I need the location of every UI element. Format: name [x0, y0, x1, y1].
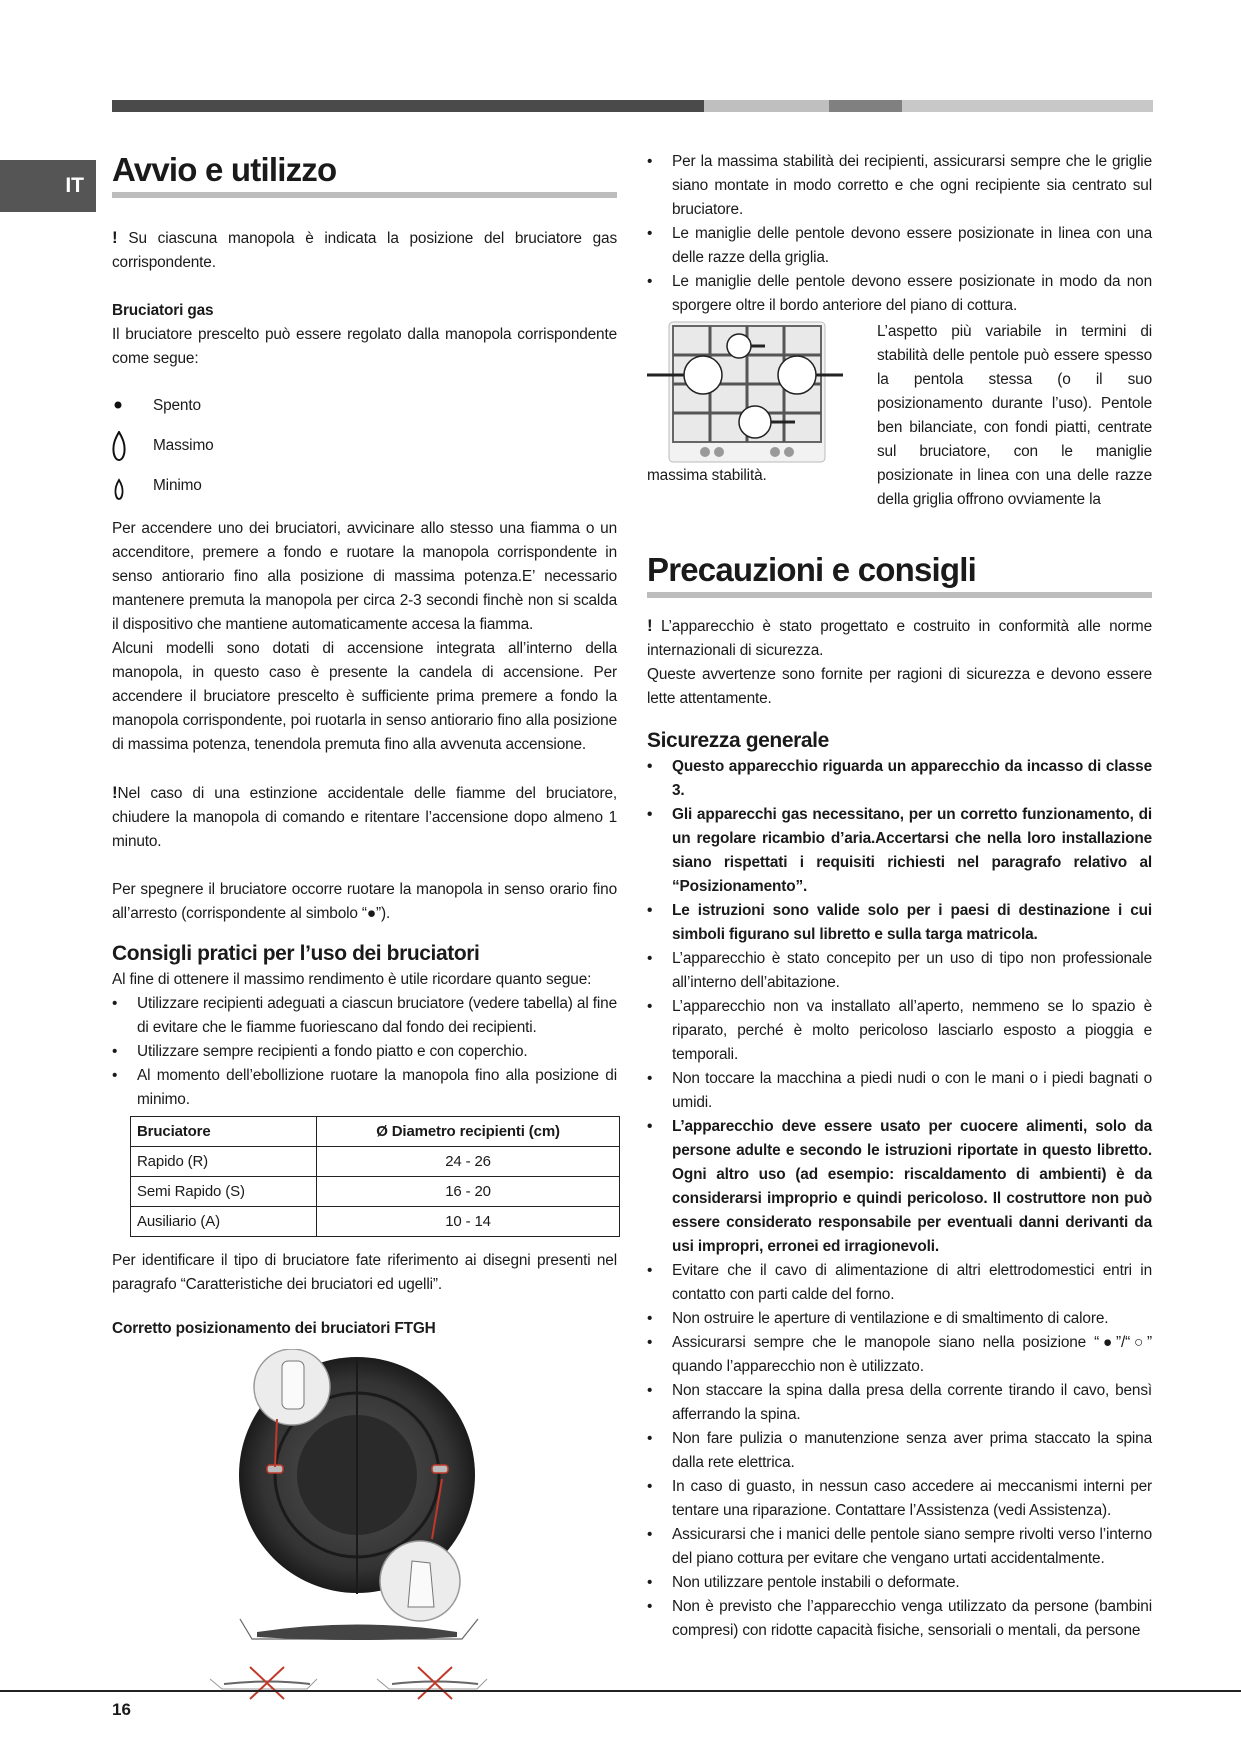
table-cell: 24 - 26: [317, 1147, 620, 1177]
large-flame-icon: [112, 431, 126, 461]
section-title-avvio: Avvio e utilizzo: [112, 150, 617, 192]
list-item: • Assicurarsi sempre che le manopole siano nella posizione “●”/“○” quando l’apparecchio non è utilizzato.: [647, 1334, 1152, 1375]
ignite-paragraph-2: Alcuni modelli sono dotati di accensione integrata all’interno della manopola, in questo caso è presente la candela di accensione. Per accendere il bruciatore prescelto è sufficiente prima premere a fondo la manopola corrispondente, poi ruotarla in senso antiorario fino alla posizione di massima potenza, tenendola premuta fino alla avvenuta accensione.: [112, 640, 617, 753]
language-tab: [0, 160, 96, 212]
positioning-heading: Corretto posizionamento dei bruciatori FTGH: [112, 1320, 436, 1337]
list-item: • L’apparecchio deve essere usato per cuocere alimenti, solo da persone adulte e secondo le istruzioni riportate in questo libretto. Ogni altro uso (ad esempio: riscaldamento di ambienti) è da considerarsi improprio e quindi pericoloso. Il costruttore non può essere considerato responsabile per eventuali danni derivanti da usi impropri, erronei ed irragionevoli.: [647, 1118, 1152, 1255]
legend-off: Spento: [112, 387, 617, 427]
gas-text: Il bruciatore prescelto può essere regolato dalla manopola corrispondente come segue:: [112, 326, 617, 367]
list-item: • Non utilizzare pentole instabili o deformate.: [647, 1574, 960, 1591]
header-bar-light-end: [902, 100, 1153, 112]
precautions-intro-1: ! L’apparecchio è stato progettato e costruito in conformità alle norme internazionali di sicurezza.: [647, 616, 1152, 659]
intro-paragraph: ! Su ciascuna manopola è indicata la posizione del bruciatore gas corrispondente.: [112, 228, 617, 271]
stability-list: [647, 150, 1152, 318]
header-bar-dark: [112, 100, 704, 112]
right-column: [647, 150, 1152, 1643]
table-row: [131, 1147, 620, 1177]
list-item: • Non toccare la macchina a piedi nudi o con le mani o i piedi bagnati o umidi.: [647, 1070, 1152, 1111]
list-item: • Per la massima stabilità dei recipienti, assicurarsi sempre che le griglie siano montate in modo corretto e che ogni recipiente sia centrato sul bruciatore.: [647, 153, 1152, 218]
precautions-intro-2: Queste avvertenze sono fornite per ragioni di sicurezza e devono essere lette attentamente.: [647, 666, 1152, 707]
header-bar-mid: [829, 100, 902, 112]
small-flame-icon: [112, 471, 126, 501]
hob-illustration: [647, 320, 847, 464]
table-header-row: [131, 1117, 620, 1147]
table-cell: Ausiliario (A): [131, 1207, 317, 1237]
safety-list: [647, 755, 1152, 1643]
list-item: • L’apparecchio è stato concepito per un uso di tipo non professionale all’interno dell’abitazione.: [647, 950, 1152, 991]
tips-intro: Al fine di ottenere il massimo rendimento è utile ricordare quanto segue:: [112, 971, 592, 988]
warning-paragraph: !Nel caso di una estinzione accidentale delle fiamme del bruciatore, chiudere la manopola di comando e ritentare l’accensione dopo almeno 1 minuto.: [112, 783, 617, 850]
list-item: • L’apparecchio non va installato all’aperto, nemmeno se lo spazio è riparato, perché è molto pericoloso lasciarlo esposto a pioggia e temporali.: [647, 998, 1152, 1063]
list-item: • Le maniglie delle pentole devono essere posizionate in modo da non sporgere oltre il bordo anteriore del piano di cottura.: [647, 273, 1152, 314]
footer-rule: [0, 1690, 1241, 1692]
list-item: • Gli apparecchi gas necessitano, per un corretto funzionamento, di un regolare ricambio d’aria.Accertarsi che nella loro installazione siano rispettati i requisiti richiesti nel paragrafo relativo al “Posizionamento”.: [647, 806, 1152, 895]
list-item: • Utilizzare recipienti adeguati a ciascun bruciatore (vedere tabella) al fine di evitare che le fiamme fuoriescano dal fondo dei recipienti.: [112, 995, 617, 1036]
left-column: [112, 150, 617, 1709]
stability-paragraph: L’aspetto più variabile in termini di stabilità delle pentole può essere spesso la pentola stessa (o il suo posizionamento durante l’uso). Pentole ben bilanciate, con fondi piatti, centrate sul bruciatore, con le maniglie posizionate in linea con una delle razze della griglia offrono ovviamente la: [877, 323, 1152, 508]
table-header: Ø Diametro recipienti (cm): [317, 1117, 620, 1147]
stability-end: massima stabilità.: [647, 467, 767, 484]
table-cell: 10 - 14: [317, 1207, 620, 1237]
list-item: • Non staccare la spina dalla presa della corrente tirando il cavo, bensì afferrando la spina.: [647, 1382, 1152, 1423]
list-item: • Non fare pulizia o manutenzione senza aver prima staccato la spina dalla rete elettrica.: [647, 1430, 1152, 1471]
list-item: • Assicurarsi che i manici delle pentole siano sempre rivolti verso l’interno del piano cottura per evitare che vengano urtati accidentalmente.: [647, 1526, 1152, 1567]
header-bar-light: [704, 100, 829, 112]
table-row: [131, 1177, 620, 1207]
tips-list: [112, 992, 617, 1112]
list-item: • Non è previsto che l’apparecchio venga utilizzato da persone (bambini compresi) con ridotte capacità fisiche, sensoriali o mentali, da persone: [647, 1598, 1152, 1639]
safety-heading: Sicurezza generale: [647, 729, 829, 752]
table-cell: Semi Rapido (S): [131, 1177, 317, 1207]
table-header: Bruciatore: [131, 1117, 317, 1147]
tips-heading: Consigli pratici per l’uso dei bruciatori: [112, 942, 480, 965]
legend-min: Minimo: [112, 467, 617, 507]
list-item: • Utilizzare sempre recipienti a fondo piatto e con coperchio.: [112, 1043, 528, 1060]
list-item: • Non ostruire le aperture di ventilazione e di smaltimento di calore.: [647, 1310, 1109, 1327]
table-row: [131, 1207, 620, 1237]
legend-max: Massimo: [112, 427, 617, 467]
switch-off-paragraph: Per spegnere il bruciatore occorre ruotare la manopola in senso orario fino all’arresto (corrispondente al simbolo “●”).: [112, 881, 617, 922]
gas-heading: Bruciatori gas: [112, 302, 214, 319]
list-item: • Le maniglie delle pentole devono essere posizionate in linea con una delle razze della griglia.: [647, 225, 1152, 266]
list-item: • Le istruzioni sono valide solo per i paesi di destinazione i cui simboli figurano sul libretto e sulla targa matricola.: [647, 902, 1152, 943]
list-item: • Al momento dell’ebollizione ruotare la manopola fino alla posizione di minimo.: [112, 1067, 617, 1108]
list-item: • Questo apparecchio riguarda un apparecchio da incasso di classe 3.: [647, 758, 1152, 799]
ignite-paragraph-1: Per accendere uno dei bruciatori, avvicinare allo stesso una fiamma o un accenditore, premere a fondo e ruotare la manopola corrispondente in senso antiorario fino alla posizione di massima potenza.E’ necessario mantenere premuta la manopola per circa 2-3 secondi finchè non si scalda il dispositivo che mantiene automaticamente accesa la fiamma.: [112, 520, 617, 633]
table-cell: 16 - 20: [317, 1177, 620, 1207]
list-item: • Evitare che il cavo di alimentazione di altri elettrodomestici entri in contatto con parti calde del forno.: [647, 1262, 1152, 1303]
section-title-precauzioni: Precauzioni e consigli: [647, 550, 1152, 592]
page-number: 16: [112, 1700, 131, 1719]
identify-paragraph: Per identificare il tipo di bruciatore fate riferimento ai disegni presenti nel paragrafo “Caratteristiche dei bruciatori ed ugelli”.: [112, 1252, 617, 1293]
language-code: IT: [65, 174, 84, 197]
burner-positioning-illustration: [112, 1349, 617, 1709]
list-item: • In caso di guasto, in nessun caso accedere ai meccanismi interni per tentare una riparazione. Contattare l’Assistenza (vedi Assistenza).: [647, 1478, 1152, 1519]
table-cell: Rapido (R): [131, 1147, 317, 1177]
dot-icon: [112, 391, 126, 421]
burner-table: [130, 1116, 620, 1237]
header-bar: [112, 100, 1153, 112]
